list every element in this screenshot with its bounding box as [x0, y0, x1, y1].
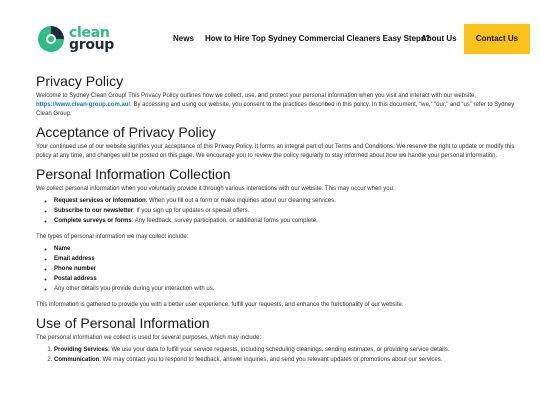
list-item: 2. Communication: We may contact you to respond to feedback, answer inquiries, and send you relevant updates or promotions about our services. — [54, 356, 516, 365]
privacy-intro-paragraph: Welcome to Sydney Clean Group! This Privacy Policy outlines how we collect, use, and protect your personal information when you visit and interact with our website, https://www.clean-group.com.au/. By accessing and using our website, you consent to the practices described in this policy. In this document, “we,” “our,” and “us” refer to Sydney Clean Group. — [36, 93, 515, 117]
collection-heading: Personal Information Collection — [36, 166, 231, 182]
collection-outro: This information is gathered to provide you with a better user experience, fulfill your requests, and enhance the functionality of our website. — [36, 302, 404, 308]
logo[interactable] — [36, 24, 114, 54]
logo-word-clean: clean — [69, 25, 110, 41]
nav-hire-cleaners[interactable]: How to Hire Top Sydney Commercial Cleaners Easy Steps? — [205, 34, 431, 43]
collection-ways-list — [36, 197, 516, 226]
list-item: ◦ Postal address — [54, 275, 516, 284]
nav-news[interactable]: News — [173, 34, 194, 43]
use-heading: Use of Personal Information — [36, 315, 210, 331]
privacy-policy-title: Privacy Policy — [36, 73, 124, 89]
list-item: ◦ Any other details you provide during your interaction with us. — [54, 285, 516, 294]
website-link[interactable]: https://www.clean-group.com.au/ — [36, 102, 131, 108]
list-item: ◦ Phone number — [54, 265, 516, 274]
acceptance-heading: Acceptance of Privacy Policy — [36, 124, 216, 140]
types-intro: The types of personal information we may collect include: — [36, 234, 189, 240]
logo-word-group: group — [69, 37, 115, 53]
list-item: ◦ Email address — [54, 255, 516, 264]
contact-us-button[interactable]: Contact Us — [464, 24, 530, 54]
list-item: ◦ Subscribe to our newsletter: If you sign up for updates or special offers. — [54, 207, 516, 216]
list-item: ◦ Complete surveys or forms: Any feedback, survey participation, or additional forms you complete. — [54, 217, 516, 226]
acceptance-paragraph: Your continued use of our website signifies your acceptance of this Privacy Policy. It forms an integral part of our Terms and Conditions. We reserve the right to update or modify this policy at any time, and changes will be posted on this page. We encourage you to review the policy regularly to stay informed about how we handle your personal information. — [36, 144, 515, 159]
list-item: ◦ Name — [54, 245, 516, 254]
policy-content — [36, 73, 516, 366]
info-types-list — [36, 245, 516, 294]
site-header — [0, 0, 540, 78]
logo-text — [69, 27, 114, 51]
use-intro: The personal information we collect is used for several purposes, which may include: — [36, 335, 262, 341]
collection-intro: We collect personal information when you voluntarily provide it through various interactions with our website. This may occur when you: — [36, 186, 395, 192]
nav-about-us[interactable]: About Us — [421, 34, 457, 43]
list-item: 1. Providing Services: We use your data to fulfill your service requests, including scheduling cleanings, sending estimates, or providing service details. — [54, 346, 516, 355]
use-purposes-list — [36, 346, 516, 365]
clean-group-logo-icon — [36, 24, 66, 54]
list-item: ◦ Request services or information: When you fill out a form or make inquiries about our cleaning services. — [54, 197, 516, 206]
